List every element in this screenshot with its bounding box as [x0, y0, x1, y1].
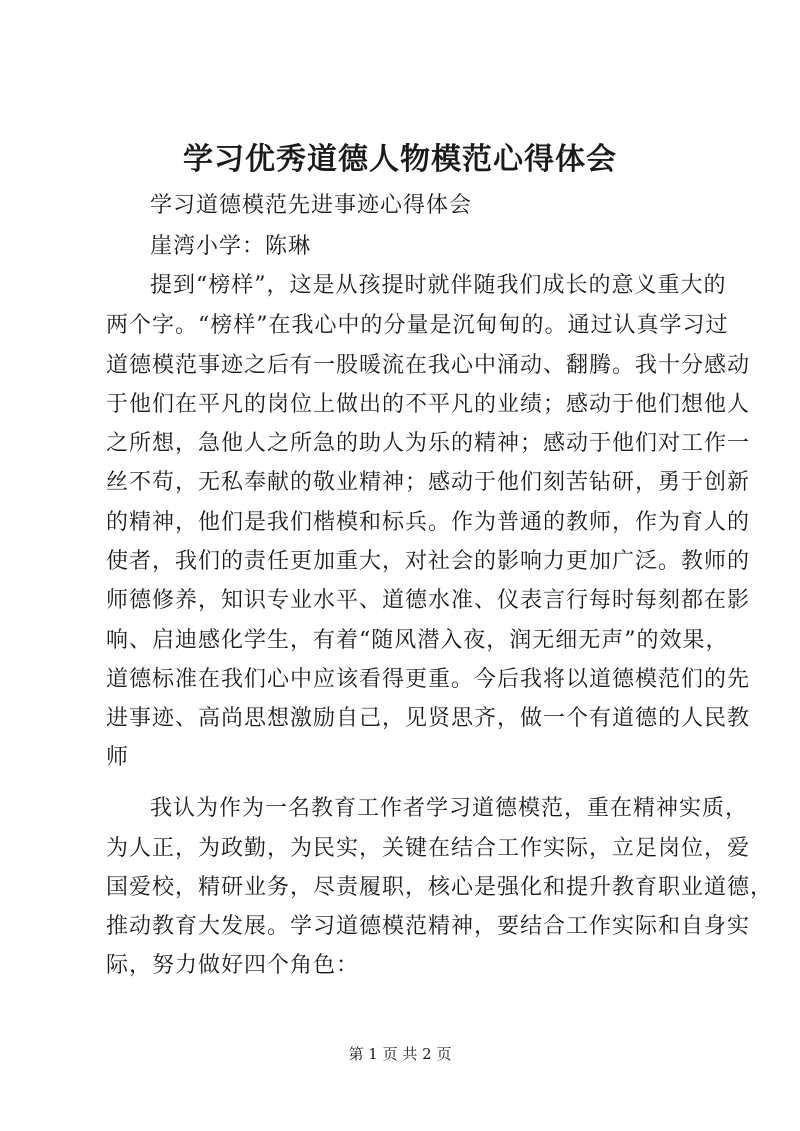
paragraph1-line: 道德标准在我们心中应该看得更重。今后我将以道德模范们的先: [106, 667, 751, 692]
paragraph1-line: 道德模范事迹之后有一股暖流在我心中涌动、翻腾。我十分感动: [106, 353, 751, 378]
paragraph1-line: 提到“榜样”，这是从孩提时就伴随我们成长的意义重大的: [150, 273, 727, 298]
paragraph2-line: 国爱校，精研业务，尽责履职，核心是强化和提升教育职业道德，: [106, 875, 774, 900]
paragraph1-line: 于他们在平凡的岗位上做出的不平凡的业绩；感动于他们想他人: [106, 392, 751, 417]
paragraph1-line: 之所想，急他人之所急的助人为乐的精神；感动于他们对工作一: [106, 431, 751, 456]
paragraph1-line: 进事迹、高尚思想激励自己，见贤思齐，做一个有道德的人民教: [106, 706, 751, 731]
paragraph1-line: 的精神，他们是我们楷模和标兵。作为普通的教师，作为育人的: [106, 510, 751, 535]
paragraph1-line: 使者，我们的责任更加重大，对社会的影响力更加广泛。教师的: [106, 549, 751, 574]
document-title: 学习优秀道德人物模范心得体会: [183, 142, 617, 177]
subtitle: 学习道德模范先进事迹心得体会: [150, 193, 473, 218]
paragraph2-line: 推动教育大发展。学习道德模范精神，要结合工作实际和自身实: [106, 914, 751, 939]
paragraph2-line: 为人正，为政勤，为民实，关键在结合工作实际，立足岗位，爱: [106, 836, 751, 861]
paragraph1-line: 师: [106, 745, 130, 770]
paragraph1-line: 师德修养，知识专业水平、道德水准、仪表言行每时每刻都在影: [106, 588, 751, 613]
author-line: 崖湾小学：陈琳: [150, 234, 312, 259]
paragraph1-line: 响、启迪感化学生，有着“随风潜入夜，润无细无声”的效果，: [106, 628, 729, 653]
paragraph1-line: 丝不苟，无私奉献的敬业精神；感动于他们刻苦钻研，勇于创新: [106, 470, 751, 495]
page-footer: 第 1 页 共 2 页: [348, 1045, 452, 1063]
paragraph2-line: 我认为作为一名教育工作者学习道德模范，重在精神实质，: [150, 796, 749, 821]
paragraph1-line: 两个字。“榜样”在我心中的分量是沉甸甸的。通过认真学习过: [106, 313, 729, 338]
paragraph2-line: 际，努力做好四个角色：: [106, 953, 360, 978]
